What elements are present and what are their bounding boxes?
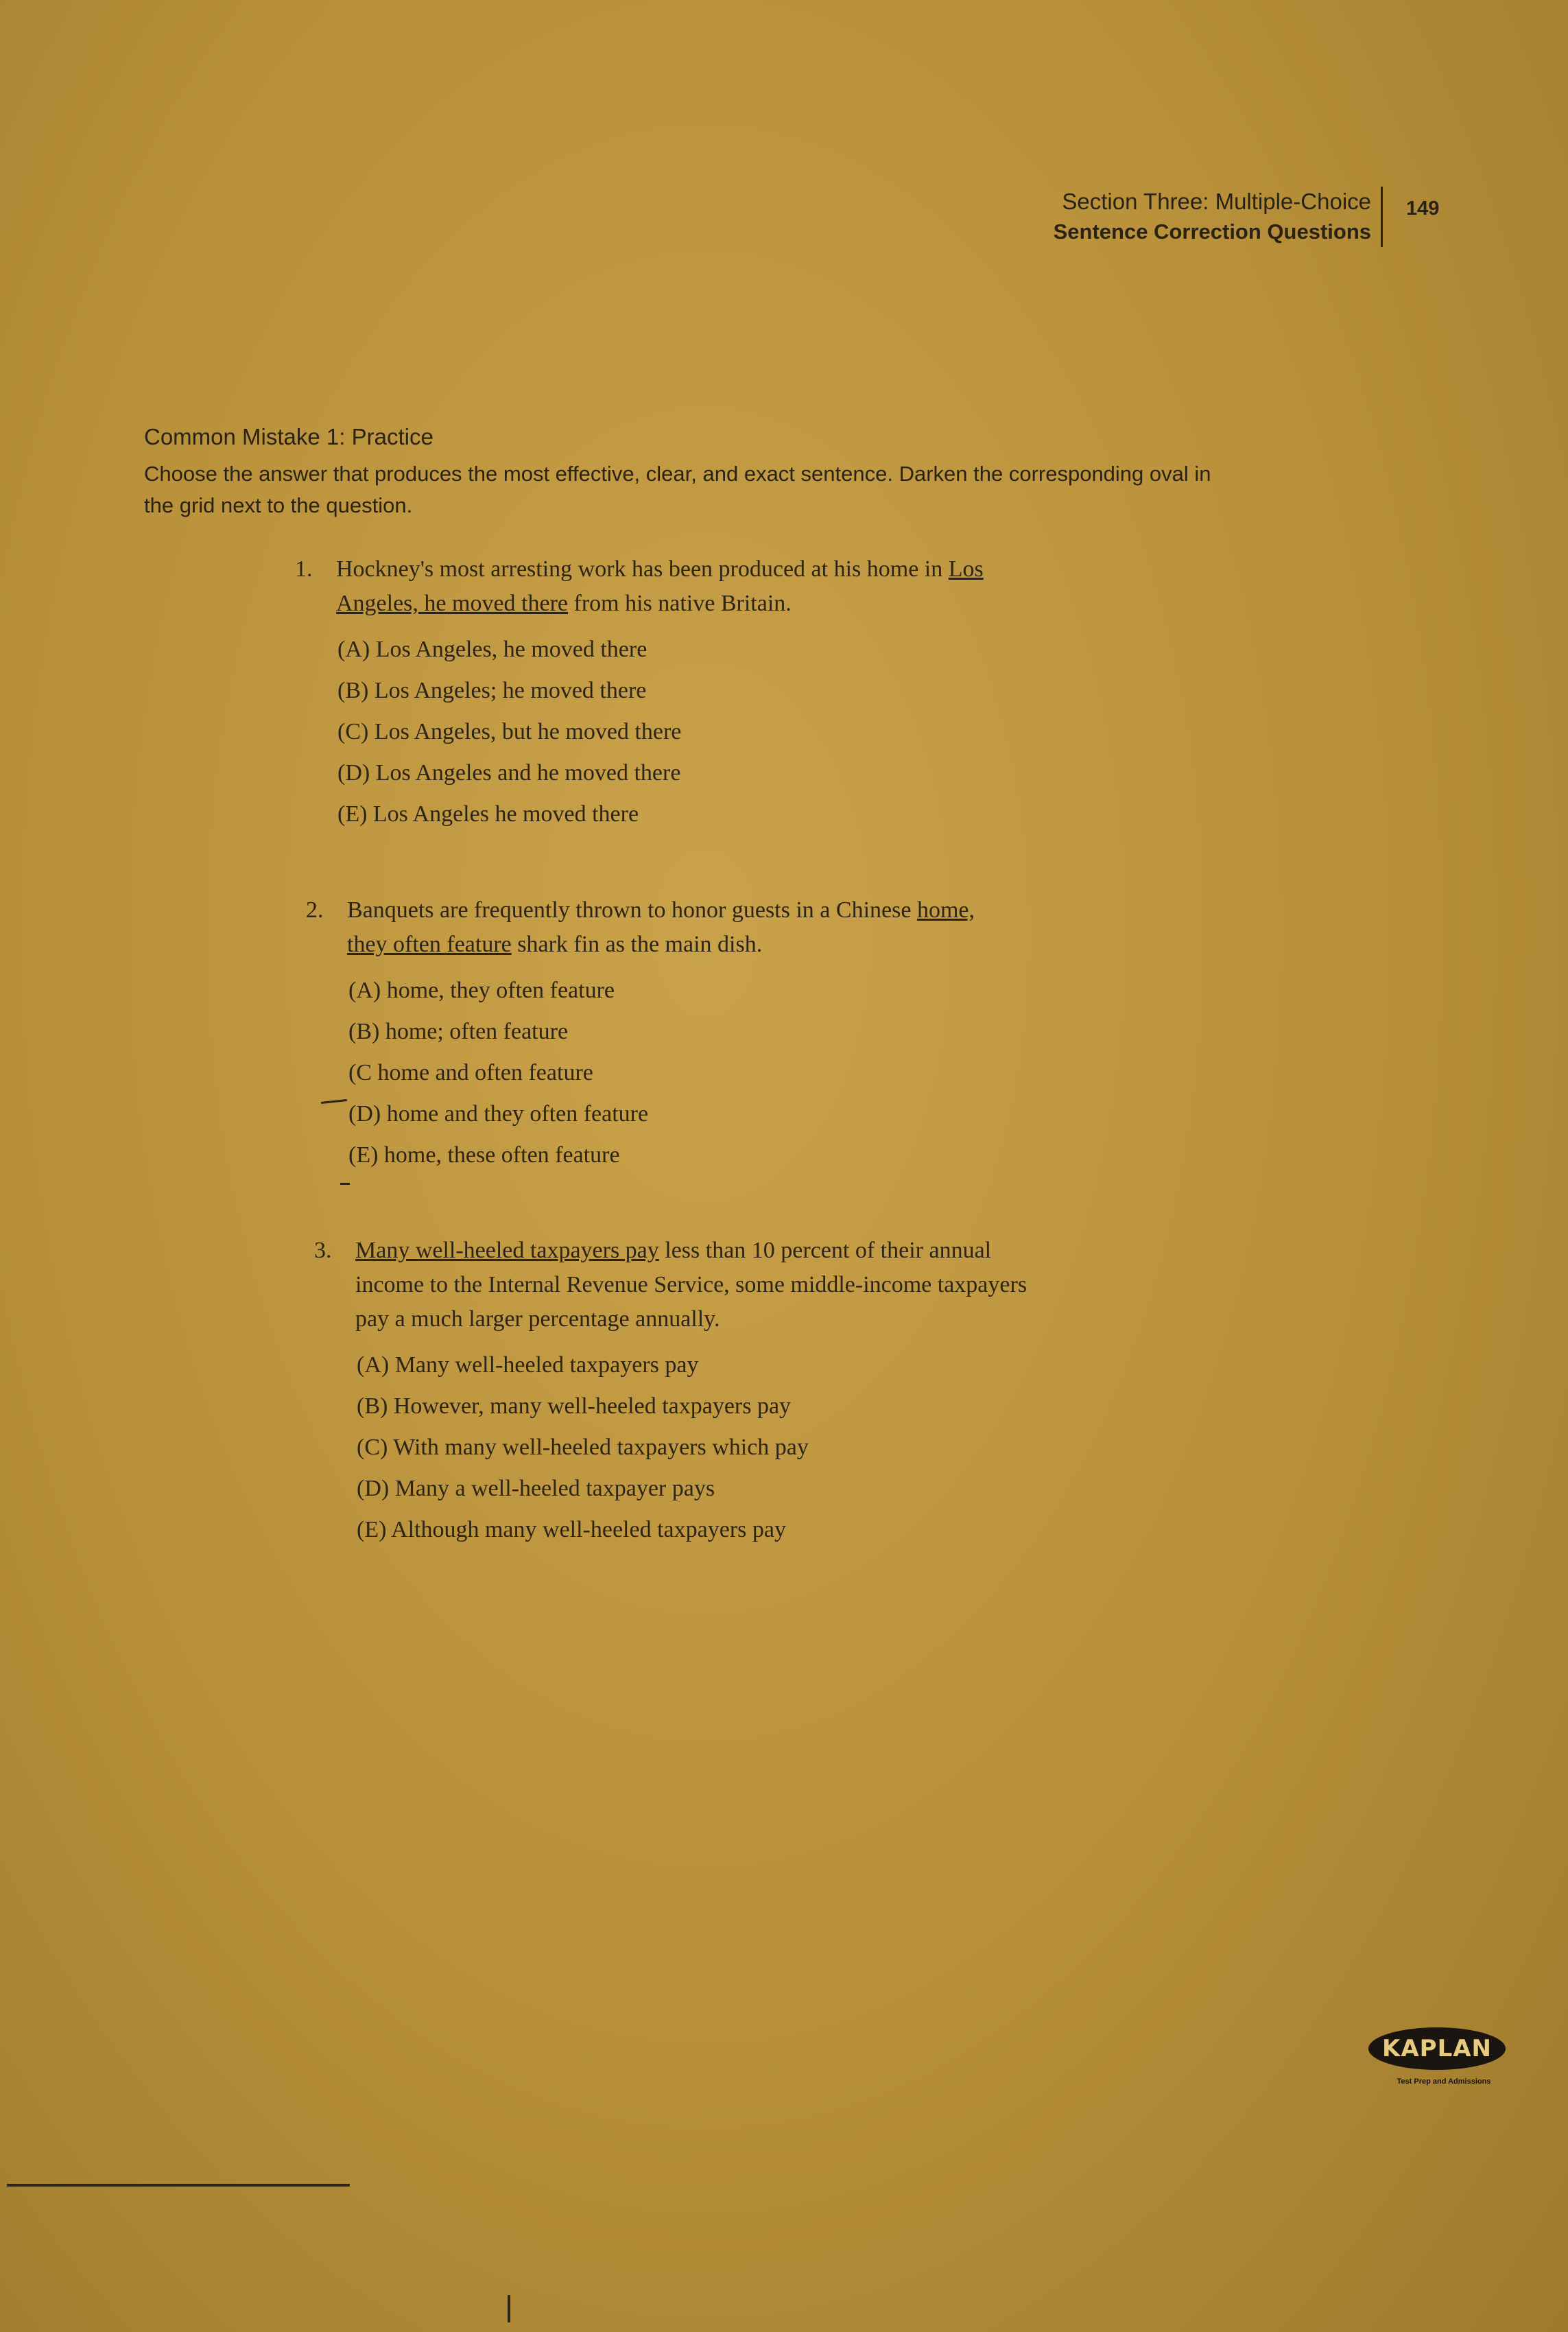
- question-number: 1.: [295, 556, 313, 582]
- choice-e[interactable]: (E) Los Angeles he moved there: [337, 801, 639, 827]
- question-stem: Hockney's most arresting work has been produced at his home in Los Angeles, he moved there from his native Britain.: [336, 556, 984, 616]
- pencil-mark: [340, 1183, 350, 1185]
- kaplan-logo: KAPLAN: [1368, 2027, 1506, 2070]
- choice-d[interactable]: (D) Many a well-heeled taxpayer pays: [357, 1476, 715, 1501]
- choice-d[interactable]: (D) home and they often feature: [348, 1101, 649, 1127]
- choice-c[interactable]: (C) Los Angeles, but he moved there: [337, 719, 682, 744]
- question-number: 3.: [314, 1238, 332, 1263]
- logo-tagline: Test Prep and Admissions: [1397, 2077, 1491, 2086]
- question-1: [295, 552, 1015, 835]
- instructions: Choose the answer that produces the most effective, clear, and exact sentence. Darken the corresponding oval in the grid next to the question.: [144, 462, 1211, 517]
- answer-choices: [337, 629, 1015, 835]
- choice-d[interactable]: (D) Los Angeles and he moved there: [337, 760, 681, 786]
- page-edge-mark: [508, 2295, 510, 2322]
- choice-b[interactable]: (B) Los Angeles; he moved there: [337, 678, 647, 703]
- choice-c[interactable]: (C) With many well-heeled taxpayers which pay: [357, 1435, 809, 1460]
- choice-b[interactable]: (B) However, many well-heeled taxpayers pay: [357, 1393, 792, 1419]
- choice-a[interactable]: (A) Los Angeles, he moved there: [337, 637, 648, 662]
- bottom-rule: [7, 2184, 350, 2187]
- question-2: [306, 893, 1026, 1176]
- choice-b[interactable]: (B) home; often feature: [348, 1019, 569, 1044]
- question-3: [314, 1234, 1041, 1551]
- question-stem: Banquets are frequently thrown to honor guests in a Chinese home, they often feature shark fin as the main dish.: [347, 897, 975, 957]
- running-header: [1054, 187, 1383, 247]
- underlined-part: Many well-heeled taxpayers pay: [355, 1238, 659, 1263]
- choice-a[interactable]: (A) Many well-heeled taxpayers pay: [357, 1352, 699, 1378]
- question-number: 2.: [306, 897, 324, 923]
- answer-choices: [357, 1345, 1041, 1551]
- page-number: 149: [1406, 198, 1440, 220]
- question-stem: Many well-heeled taxpayers pay less than 10 percent of their annual income to the Internal Revenue Service, some middle-income taxpayers pay a much larger percentage annually.: [355, 1238, 1027, 1332]
- answer-choices: [348, 970, 1026, 1176]
- choice-e[interactable]: (E) home, these often feature: [348, 1142, 620, 1168]
- header-subtitle: Sentence Correction Questions: [1053, 220, 1371, 244]
- underlined-part: Los Angeles, he moved there: [336, 556, 984, 616]
- underlined-part: home, they often feature: [347, 897, 975, 957]
- choice-c[interactable]: (C home and often feature: [348, 1060, 593, 1085]
- choice-e[interactable]: (E) Although many well-heeled taxpayers pay: [357, 1517, 786, 1542]
- choice-a[interactable]: (A) home, they often feature: [348, 978, 615, 1003]
- section-title: Common Mistake 1: Practice: [144, 424, 433, 449]
- header-section-title: Section Three: Multiple-Choice: [1062, 189, 1371, 214]
